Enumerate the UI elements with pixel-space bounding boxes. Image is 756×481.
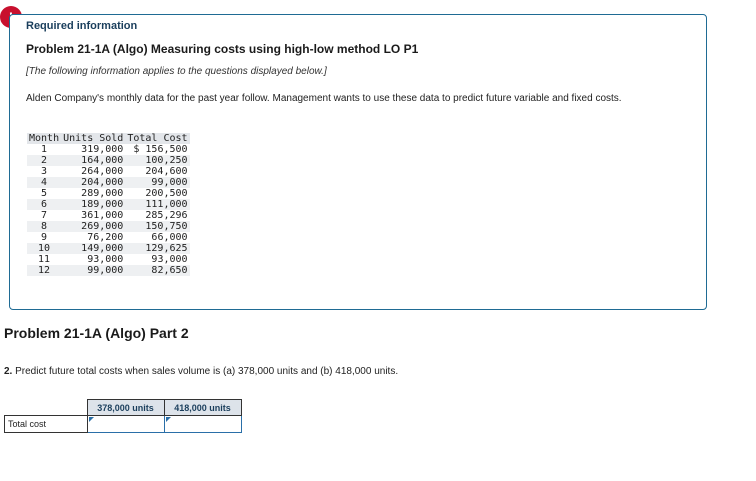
total-cost-label: Total cost [5, 416, 88, 433]
question-body: Predict future total costs when sales volume is (a) 378,000 units and (b) 418,000 units. [15, 366, 399, 377]
table-row [27, 177, 190, 188]
month-cell: 5 [41, 188, 48, 199]
total-cost-378000-cell [87, 416, 164, 433]
problem-description: Alden Company's monthly data for the past year follow. Management wants to use these data to predict future variable and fixed costs. [26, 93, 622, 104]
units-sold-cell: 269,000 [61, 221, 125, 232]
month-cell: 3 [41, 166, 48, 177]
units-sold-cell: 189,000 [61, 199, 125, 210]
answer-table-corner [5, 400, 88, 416]
table-row [27, 221, 190, 232]
total-cost-418000-cell [164, 416, 241, 433]
total-cost-cell: 82,650 [125, 265, 189, 276]
total-cost-header: Total Cost [127, 133, 188, 144]
table-row [27, 155, 190, 166]
table-row [27, 243, 190, 254]
table-row [27, 232, 190, 243]
month-cell: 1 [41, 144, 48, 155]
monthly-data-table [27, 133, 190, 276]
units-sold-cell: 264,000 [81, 166, 124, 177]
month-cell: 9 [41, 232, 48, 243]
table-row [27, 254, 190, 265]
total-cost-418000-input[interactable] [165, 416, 241, 432]
units-sold-header: Units Sold [63, 133, 124, 144]
month-cell: 11 [38, 254, 51, 265]
units-sold-cell: 361,000 [81, 210, 124, 221]
table-row [27, 188, 190, 199]
total-cost-cell: 150,750 [125, 221, 189, 232]
total-cost-cell: $ 156,500 [133, 144, 188, 155]
input-marker-icon [166, 417, 171, 422]
total-cost-cell: 111,000 [125, 199, 189, 210]
table-row [27, 166, 190, 177]
total-cost-cell: 100,250 [125, 155, 189, 166]
units-sold-cell: 164,000 [61, 155, 125, 166]
table-row [27, 199, 190, 210]
units-sold-cell: 149,000 [61, 243, 125, 254]
units-sold-cell: 76,200 [87, 232, 124, 243]
month-cell: 7 [41, 210, 48, 221]
units-sold-cell: 319,000 [81, 144, 124, 155]
table-row [27, 144, 190, 155]
month-cell: 4 [27, 177, 61, 188]
month-cell: 2 [27, 155, 61, 166]
problem-title: Problem 21-1A (Algo) Measuring costs using high-low method LO P1 [26, 42, 419, 56]
month-header: Month [29, 133, 60, 144]
applies-note: [The following information applies to the questions displayed below.] [26, 66, 327, 77]
table-row [27, 210, 190, 221]
month-cell: 12 [27, 265, 61, 276]
month-cell: 8 [27, 221, 61, 232]
answer-table [4, 399, 242, 433]
total-cost-cell: 99,000 [125, 177, 189, 188]
units-sold-cell: 289,000 [81, 188, 124, 199]
total-cost-cell: 66,000 [151, 232, 188, 243]
month-cell: 6 [27, 199, 61, 210]
required-info-heading: Required information [26, 20, 138, 32]
units-sold-cell: 93,000 [87, 254, 124, 265]
month-cell: 10 [27, 243, 61, 254]
units-sold-cell: 99,000 [61, 265, 125, 276]
table-header-row [27, 133, 190, 144]
total-cost-cell: 129,625 [125, 243, 189, 254]
question-number: 2. [4, 366, 13, 377]
table-row [27, 265, 190, 276]
part2-title: Problem 21-1A (Algo) Part 2 [4, 325, 189, 341]
col-418000-header: 418,000 units [164, 400, 241, 416]
input-marker-icon [89, 417, 94, 422]
units-sold-cell: 204,000 [61, 177, 125, 188]
col-378000-header: 378,000 units [87, 400, 164, 416]
total-cost-cell: 285,296 [145, 210, 188, 221]
total-cost-cell: 200,500 [145, 188, 188, 199]
question-text [4, 366, 398, 377]
total-cost-378000-input[interactable] [88, 416, 164, 432]
total-cost-cell: 204,600 [145, 166, 188, 177]
total-cost-cell: 93,000 [151, 254, 188, 265]
